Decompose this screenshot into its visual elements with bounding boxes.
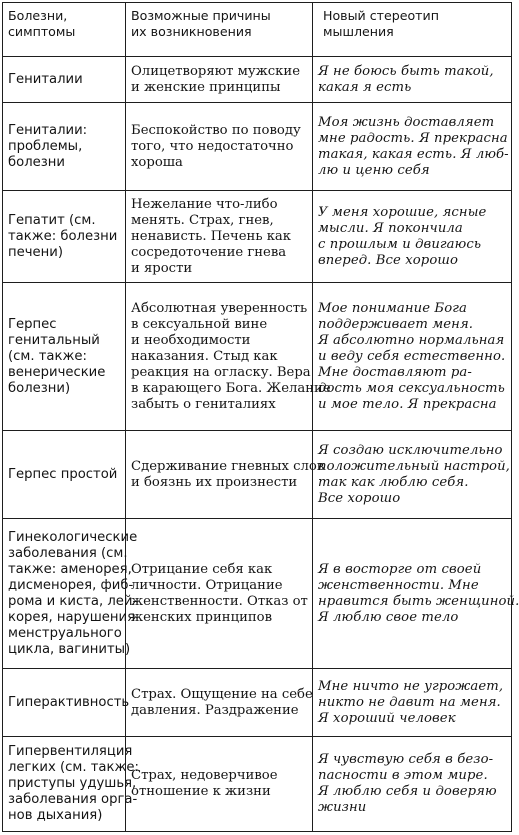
symptom-cell: Герпес генитальный (см. также: венерические болезни) xyxy=(3,283,126,431)
thought-cell: Мне ничто не угрожает, никто не давит на меня. Я хороший человек xyxy=(313,669,512,737)
symptom-cell: Гиперактивность xyxy=(3,669,126,737)
thought-cell: Мое понимание Бога поддерживает меня. Я абсолютно нормальная и веду себя естественно. Мне доставляют ра- дость моя сексуальность и мое тело. Я прекрасна xyxy=(313,283,512,431)
table-row xyxy=(3,737,512,832)
cause-cell: Олицетворяют мужские и женские принципы xyxy=(126,57,313,103)
thought-cell: У меня хорошие, ясные мысли. Я покончила с прошлым и двигаюсь вперед. Все хорошо xyxy=(313,191,512,283)
thought-cell: Я не боюсь быть такой, какая я есть xyxy=(313,57,512,103)
thought-cell: Я чувствую себя в безо- пасности в этом мире. Я люблю себя и доверяю жизни xyxy=(313,737,512,832)
thought-cell: Я в восторге от своей женственности. Мне нравится быть женщиной. Я люблю свое тело xyxy=(313,519,512,669)
symptoms-table xyxy=(2,2,519,832)
symptom-cell: Гипервентиляция легких (см. также: приступы удушья, заболевания орга- нов дыхания) xyxy=(3,737,126,832)
symptom-cell: Гинекологические заболевания (см. также: аменорея, дисменорея, фиб- рома и киста, лей- корея, нарушения менструального цикла, вагиниты) xyxy=(3,519,126,669)
header-symptoms: Болезни, симптомы xyxy=(3,3,126,57)
cause-cell: Сдерживание гневных слов и боязнь их произнести xyxy=(126,431,313,519)
symptom-cell: Гепатит (см. также: болезни печени) xyxy=(3,191,126,283)
cause-cell: Абсолютная уверенность в сексуальной вине и необходимости наказания. Стыд как реакция на огласку. Вера в карающего Бога. Желание забыть о гениталиях xyxy=(126,283,313,431)
thought-cell: Я создаю исключительно положительный настрой, так как люблю себя. Все хорошо xyxy=(313,431,512,519)
header-causes: Возможные причины их возникновения xyxy=(126,3,313,57)
table-row xyxy=(3,103,512,191)
symptom-cell: Гениталии xyxy=(3,57,126,103)
table-row xyxy=(3,669,512,737)
header-new-thought: Новый стереотип мышления xyxy=(313,3,512,57)
cause-cell: Беспокойство по поводу того, что недостаточно хороша xyxy=(126,103,313,191)
table-row xyxy=(3,191,512,283)
table-row xyxy=(3,57,512,103)
cause-cell: Отрицание себя как личности. Отрицание женственности. Отказ от женских принципов xyxy=(126,519,313,669)
thought-cell: Моя жизнь доставляет мне радость. Я прекрасна такая, какая есть. Я люб- лю и ценю себя xyxy=(313,103,512,191)
table-row xyxy=(3,283,512,431)
cause-cell: Нежелание что-либо менять. Страх, гнев, ненависть. Печень как сосредоточение гнева и ярости xyxy=(126,191,313,283)
table-row xyxy=(3,519,512,669)
cause-cell: Страх, недоверчивое отношение к жизни xyxy=(126,737,313,832)
symptom-cell: Герпес простой xyxy=(3,431,126,519)
symptom-cell: Гениталии: проблемы, болезни xyxy=(3,103,126,191)
cause-cell: Страх. Ощущение на себе давления. Раздражение xyxy=(126,669,313,737)
table-header-row xyxy=(3,3,512,57)
table-row xyxy=(3,431,512,519)
